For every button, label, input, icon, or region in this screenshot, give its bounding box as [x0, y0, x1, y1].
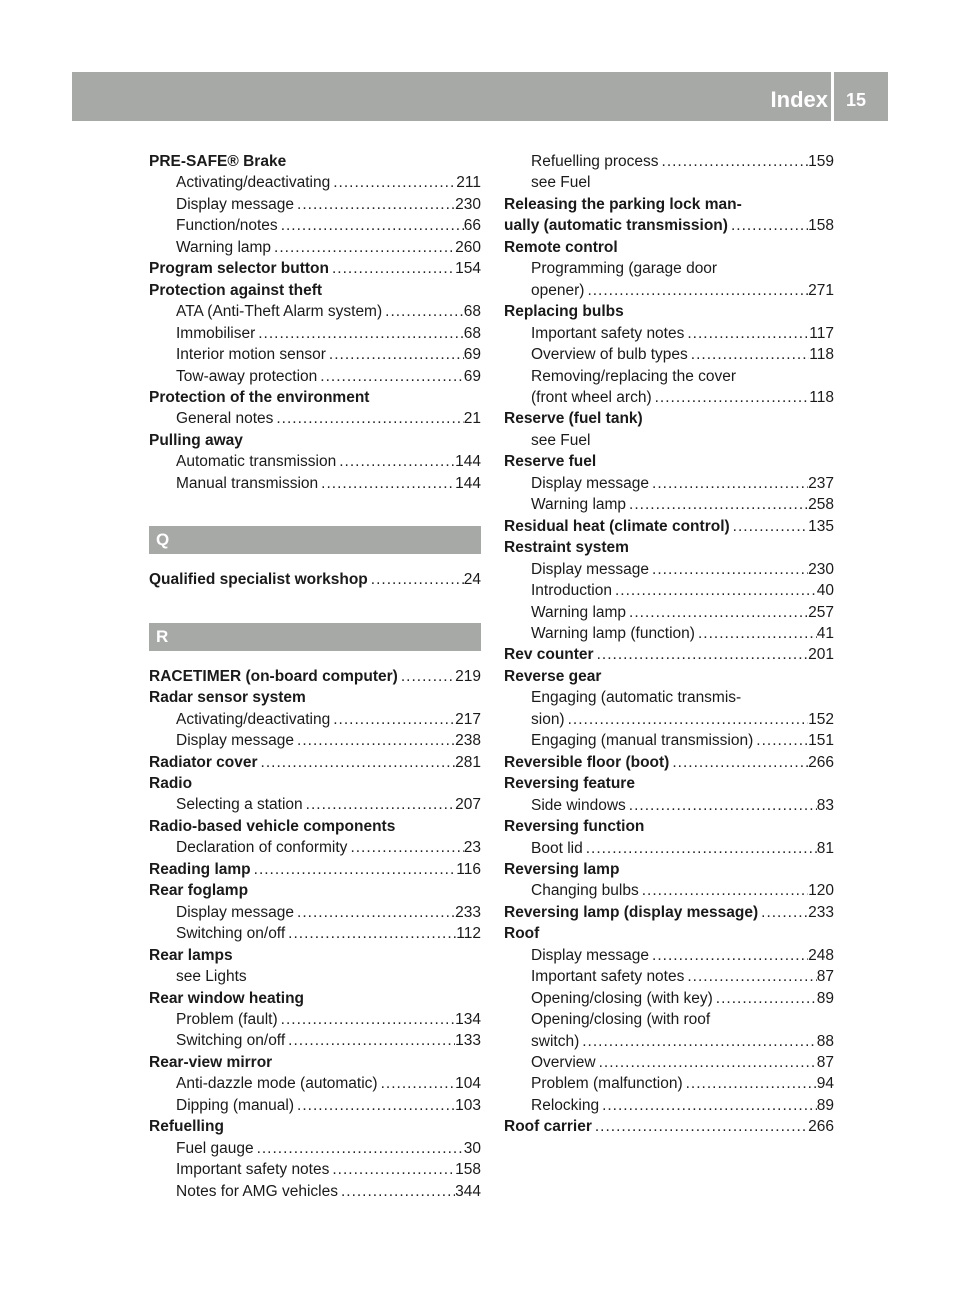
page-reference: 69	[463, 367, 481, 385]
entry-text: Fuel gauge	[176, 1139, 254, 1157]
index-subentry	[149, 366, 481, 387]
page-reference: 87	[816, 968, 834, 986]
page-reference: 120	[808, 882, 834, 900]
index-subentry	[149, 794, 481, 815]
index-subentry	[504, 323, 834, 344]
entry-text: Display message	[176, 195, 295, 213]
leader-dots	[303, 794, 455, 815]
page-reference: 248	[808, 946, 834, 964]
entry-text: Automatic transmission	[176, 453, 337, 471]
page-reference: 281	[455, 753, 481, 771]
index-subentry	[149, 966, 481, 987]
entry-text: Opening/closing (with key)	[531, 989, 713, 1007]
index-entry	[504, 516, 834, 537]
page-reference: 158	[808, 217, 834, 235]
index-entry	[504, 215, 834, 236]
leader-dots	[579, 1031, 817, 1052]
index-subentry	[504, 795, 834, 816]
entry-text: Qualified specialist workshop	[149, 571, 368, 589]
entry-text: Replacing bulbs	[504, 303, 624, 321]
entry-text: ATA (Anti-Theft Alarm system)	[176, 303, 383, 321]
entry-text: Radar sensor system	[149, 689, 306, 707]
page-reference: 66	[463, 217, 481, 235]
page-reference: 230	[455, 195, 481, 213]
index-subentry	[504, 1009, 834, 1030]
page-reference: 94	[816, 1075, 834, 1093]
entry-text: Important safety notes	[176, 1161, 330, 1179]
entry-text: Anti-dazzle mode (automatic)	[176, 1075, 378, 1093]
leader-dots	[347, 837, 463, 858]
page-reference: 271	[808, 281, 834, 299]
entry-text: Releasing the parking lock man-	[504, 195, 742, 213]
leader-dots	[294, 902, 455, 923]
entry-text: (front wheel arch)	[531, 388, 652, 406]
index-subentry	[504, 1073, 834, 1094]
page-reference: 144	[455, 453, 481, 471]
index-subentry	[149, 301, 481, 322]
page-reference: 112	[456, 925, 481, 943]
leader-dots	[652, 387, 810, 408]
entry-text: Manual transmission	[176, 474, 319, 492]
entry-text: Radiator cover	[149, 753, 258, 771]
leader-dots	[584, 280, 808, 301]
index-subentry	[504, 880, 834, 901]
index-subentry	[504, 430, 834, 451]
entry-text: Warning lamp	[531, 603, 627, 621]
page-reference: 41	[816, 624, 834, 642]
index-entry	[504, 752, 834, 773]
index-subentry	[504, 151, 834, 172]
entry-text: Reversible floor (boot)	[504, 753, 670, 771]
entry-text: Refuelling process	[531, 153, 659, 170]
leader-dots	[317, 366, 463, 387]
index-letter-heading: R	[149, 623, 481, 651]
entry-text: Rear-view mirror	[149, 1053, 273, 1071]
entry-text: Rear foglamp	[149, 882, 249, 900]
page-reference: 266	[808, 753, 834, 771]
index-subentry	[149, 215, 481, 236]
index-entry	[504, 902, 834, 923]
index-subentry	[504, 709, 834, 730]
page-reference: 266	[808, 1118, 834, 1136]
entry-text: Side windows	[531, 796, 626, 814]
entry-text: Opening/closing (with roof	[531, 1011, 711, 1029]
entry-text: Activating/deactivating	[176, 710, 331, 728]
entry-text: Problem (malfunction)	[531, 1075, 683, 1093]
entry-text: Removing/replacing the cover	[531, 367, 737, 385]
page-reference: 103	[455, 1096, 481, 1114]
entry-text: Tow-away protection	[176, 367, 318, 385]
entry-text: Rear window heating	[149, 989, 305, 1007]
leader-dots	[695, 623, 817, 644]
index-entry	[149, 666, 481, 687]
index-entry	[504, 859, 834, 880]
leader-dots	[251, 859, 457, 880]
header-divider	[831, 72, 834, 121]
entry-text: Important safety notes	[531, 324, 685, 342]
index-subentry	[149, 923, 481, 944]
index-column-right	[504, 151, 834, 1138]
index-subentry	[149, 323, 481, 344]
index-entry	[504, 537, 834, 558]
index-subentry	[149, 1159, 481, 1180]
entry-text: Display message	[531, 474, 650, 492]
leader-dots	[728, 215, 808, 236]
leader-dots	[626, 795, 817, 816]
page-reference: 152	[808, 710, 834, 728]
leader-dots	[318, 473, 455, 494]
index-subentry	[504, 988, 834, 1009]
leader-dots	[649, 473, 808, 494]
page-reference: 230	[808, 560, 834, 578]
entry-text: Switching on/off	[176, 1032, 286, 1050]
page-reference: 233	[455, 903, 481, 921]
index-entry	[504, 644, 834, 665]
leader-dots	[649, 945, 808, 966]
entry-text: see Fuel	[531, 431, 591, 449]
index-entry	[504, 773, 834, 794]
page-reference: 118	[809, 346, 834, 364]
index-entry	[504, 237, 834, 258]
leader-dots	[594, 644, 809, 665]
entry-text: Rear lamps	[149, 946, 233, 964]
index-subentry	[149, 1009, 481, 1030]
entry-text: Protection against theft	[149, 281, 323, 299]
index-entry	[149, 945, 481, 966]
entry-text: Display message	[531, 946, 650, 964]
index-entry	[504, 194, 834, 215]
entry-text: Reversing feature	[504, 775, 635, 793]
entry-text: Switching on/off	[176, 925, 286, 943]
index-subentry	[504, 966, 834, 987]
leader-dots	[382, 301, 464, 322]
leader-dots	[254, 1138, 464, 1159]
entry-text: Radio-based vehicle components	[149, 817, 396, 835]
entry-text: Overview	[531, 1054, 596, 1072]
index-entry	[149, 430, 481, 451]
index-subentry	[504, 580, 834, 601]
index-subentry	[149, 1181, 481, 1202]
page-reference: 237	[808, 474, 834, 492]
page-reference: 134	[455, 1010, 481, 1028]
leader-dots	[278, 215, 464, 236]
entry-text: Immobiliser	[176, 324, 256, 342]
index-entry	[149, 816, 481, 837]
index-entry	[149, 387, 481, 408]
index-subentry	[504, 559, 834, 580]
leader-dots	[688, 344, 809, 365]
page-reference: 68	[463, 324, 481, 342]
entry-text: Boot lid	[531, 839, 583, 857]
page-reference: 260	[455, 238, 481, 256]
page-reference: 104	[455, 1075, 481, 1093]
entry-text: Selecting a station	[176, 796, 303, 814]
page-reference: 217	[455, 710, 481, 728]
page-number: 15	[846, 90, 867, 110]
index-entry	[504, 1116, 834, 1137]
index-subentry	[504, 623, 834, 644]
entry-text: Reversing lamp	[504, 860, 620, 878]
index-subentry	[504, 730, 834, 751]
page-reference: 151	[808, 732, 834, 750]
index-subentry	[149, 730, 481, 751]
leader-dots	[368, 569, 464, 590]
page-reference: 21	[463, 410, 481, 428]
leader-dots	[730, 516, 808, 537]
index-subentry	[504, 473, 834, 494]
index-entry	[149, 569, 481, 590]
page-reference: 24	[463, 571, 481, 589]
index-subentry	[149, 837, 481, 858]
entry-text: Reversing lamp (display message)	[504, 903, 759, 921]
index-entry	[504, 666, 834, 687]
leader-dots	[271, 237, 455, 258]
entry-text: Display message	[176, 732, 295, 750]
entry-text: opener)	[531, 281, 585, 299]
leader-dots	[683, 1073, 817, 1094]
leader-dots	[753, 730, 808, 751]
index-subentry	[504, 172, 834, 193]
leader-dots	[758, 902, 808, 923]
index-entry	[149, 687, 481, 708]
leader-dots	[294, 194, 455, 215]
page-reference: 117	[809, 324, 834, 342]
page-reference: 89	[816, 1096, 834, 1114]
page-reference: 23	[463, 839, 481, 857]
entry-text: Residual heat (climate control)	[504, 517, 730, 535]
leader-dots	[596, 1052, 817, 1073]
page-reference: 116	[456, 860, 481, 878]
index-subentry	[504, 1052, 834, 1073]
entry-text: sion)	[531, 710, 565, 728]
index-subentry	[504, 838, 834, 859]
entry-text: Changing bulbs	[531, 882, 639, 900]
entry-text: Problem (fault)	[176, 1010, 278, 1028]
entry-text: Roof	[504, 925, 540, 943]
entry-text: Declaration of conformity	[176, 839, 348, 857]
leader-dots	[626, 494, 808, 515]
entry-text: Interior motion sensor	[176, 346, 326, 364]
entry-text: General notes	[176, 410, 274, 428]
entry-text: Warning lamp	[531, 496, 627, 514]
page-reference: 211	[456, 174, 481, 192]
index-subentry	[149, 1030, 481, 1051]
leader-dots	[258, 752, 456, 773]
page-reference: 68	[463, 303, 481, 321]
index-entry	[504, 408, 834, 429]
page-reference: 158	[455, 1161, 481, 1179]
entry-text: Remote control	[504, 238, 618, 256]
page-reference: 40	[816, 582, 834, 600]
leader-dots	[336, 451, 455, 472]
entry-text: Overview of bulb types	[531, 346, 688, 364]
index-subentry	[149, 1138, 481, 1159]
leader-dots	[599, 1095, 817, 1116]
index-subentry	[149, 451, 481, 472]
leader-dots	[338, 1181, 455, 1202]
entry-text: switch)	[531, 1032, 580, 1050]
index-entry	[149, 280, 481, 301]
section-title: Index	[770, 87, 828, 112]
entry-text: Programming (garage door	[531, 260, 718, 278]
leader-dots	[378, 1073, 456, 1094]
leader-dots	[669, 752, 808, 773]
index-subentry	[504, 687, 834, 708]
page-reference: 135	[808, 517, 834, 535]
page-reference: 344	[455, 1182, 481, 1200]
index-subentry	[504, 280, 834, 301]
page-reference: 238	[455, 732, 481, 750]
page-reference: 81	[816, 839, 834, 857]
leader-dots	[583, 838, 817, 859]
entry-text: Protection of the environment	[149, 388, 370, 406]
index-subentry	[504, 344, 834, 365]
leader-dots	[612, 580, 817, 601]
leader-dots	[294, 1095, 455, 1116]
index-entry	[149, 859, 481, 880]
entry-text: see Lights	[176, 968, 247, 986]
page-reference: 133	[455, 1032, 481, 1050]
index-subentry	[149, 709, 481, 730]
index-entry	[504, 451, 834, 472]
page-reference: 201	[808, 646, 834, 664]
entry-text: Engaging (manual transmission)	[531, 732, 754, 750]
index-subentry	[504, 258, 834, 279]
entry-text: Important safety notes	[531, 968, 685, 986]
index-subentry	[504, 494, 834, 515]
entry-text: ually (automatic transmission)	[504, 217, 728, 235]
leader-dots	[565, 709, 809, 730]
index-letter-heading: Q	[149, 526, 481, 554]
page-reference: 83	[816, 796, 834, 814]
index-entry	[149, 773, 481, 794]
leader-dots	[592, 1116, 808, 1137]
index-entry	[149, 1052, 481, 1073]
page-reference: 89	[816, 989, 834, 1007]
entry-text: Refuelling	[149, 1118, 224, 1136]
page-reference: 154	[455, 260, 481, 278]
entry-text: Function/notes	[176, 217, 278, 235]
index-subentry	[504, 1031, 834, 1052]
leader-dots	[649, 559, 808, 580]
leader-dots	[398, 666, 455, 687]
entry-text: Warning lamp (function)	[531, 624, 695, 642]
entry-text: Restraint system	[504, 539, 629, 557]
index-subentry	[149, 408, 481, 429]
index-subentry	[149, 1095, 481, 1116]
index-subentry	[149, 1073, 481, 1094]
page-reference: 118	[809, 388, 834, 406]
entry-text: Activating/deactivating	[176, 174, 331, 192]
entry-text: Reversing function	[504, 818, 645, 836]
entry-text: Roof carrier	[504, 1118, 592, 1136]
index-entry	[504, 923, 834, 944]
page-reference: 144	[455, 474, 481, 492]
leader-dots	[329, 1159, 455, 1180]
index-entry	[504, 301, 834, 322]
leader-dots	[330, 172, 456, 193]
index-subentry	[504, 602, 834, 623]
index-subentry	[149, 344, 481, 365]
entry-text: Radio	[149, 774, 193, 792]
leader-dots	[285, 923, 456, 944]
leader-dots	[713, 988, 817, 1009]
entry-text: Reading lamp	[149, 860, 251, 878]
entry-text: Reserve (fuel tank)	[504, 410, 643, 428]
index-entry	[149, 880, 481, 901]
index-subentry	[149, 237, 481, 258]
leader-dots	[294, 730, 455, 751]
entry-text: Reverse gear	[504, 667, 602, 685]
entry-text: Rev counter	[504, 646, 594, 664]
leader-dots	[285, 1030, 455, 1051]
index-subentry	[504, 387, 834, 408]
entry-text: RACETIMER (on-board computer)	[149, 667, 398, 685]
index-entry	[504, 816, 834, 837]
entry-text: Engaging (automatic transmis-	[531, 689, 742, 707]
page-reference: 87	[816, 1054, 834, 1072]
index-subentry	[149, 172, 481, 193]
index-entry	[149, 1116, 481, 1137]
page-reference: 30	[463, 1139, 481, 1157]
page-reference: 207	[455, 796, 481, 814]
page-reference: 257	[808, 603, 834, 621]
index-column-left	[149, 151, 481, 1202]
entry-text: Notes for AMG vehicles	[176, 1182, 338, 1200]
leader-dots	[684, 323, 809, 344]
entry-text: Reserve fuel	[504, 453, 597, 471]
entry-text: PRE-SAFE® Brake	[149, 153, 287, 170]
page-reference: 88	[816, 1032, 834, 1050]
leader-dots	[659, 151, 809, 172]
entry-text: Display message	[176, 903, 295, 921]
page-reference: 258	[808, 496, 834, 514]
index-subentry	[149, 194, 481, 215]
leader-dots	[255, 323, 464, 344]
entry-text: Dipping (manual)	[176, 1096, 295, 1114]
entry-text: Relocking	[531, 1096, 600, 1114]
entry-text: Introduction	[531, 582, 612, 600]
leader-dots	[326, 344, 464, 365]
leader-dots	[639, 880, 808, 901]
entry-text: Warning lamp	[176, 238, 272, 256]
leader-dots	[273, 408, 463, 429]
index-entry	[149, 752, 481, 773]
index-entry	[149, 988, 481, 1009]
entry-text: Program selector button	[149, 260, 329, 278]
page-reference: 233	[808, 903, 834, 921]
index-entry	[149, 151, 481, 172]
leader-dots	[330, 709, 455, 730]
entry-text: Display message	[531, 560, 650, 578]
page-reference: 69	[463, 346, 481, 364]
leader-dots	[278, 1009, 455, 1030]
entry-text: Pulling away	[149, 431, 243, 449]
index-subentry	[504, 945, 834, 966]
index-subentry	[504, 1095, 834, 1116]
leader-dots	[684, 966, 816, 987]
entry-text: see Fuel	[531, 174, 591, 192]
index-subentry	[149, 902, 481, 923]
index-subentry	[504, 366, 834, 387]
index-entry	[149, 258, 481, 279]
index-subentry	[149, 473, 481, 494]
page-reference: 219	[455, 667, 481, 685]
leader-dots	[329, 258, 455, 279]
leader-dots	[626, 602, 808, 623]
page-reference: 159	[808, 153, 834, 170]
